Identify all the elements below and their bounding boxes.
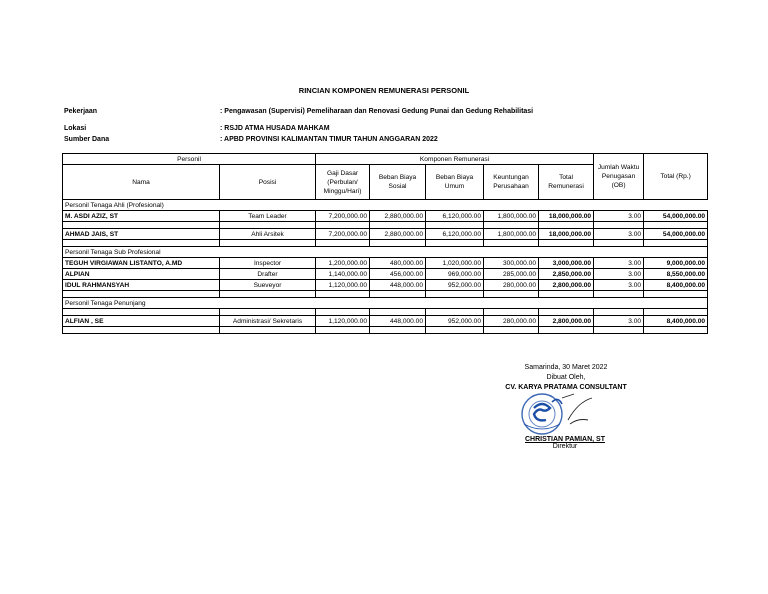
signer-name: CHRISTIAN PAMIAN, ST: [525, 436, 605, 443]
cell-sosial: 2,880,000.00: [370, 211, 426, 222]
header-total: Total (Rp.): [644, 154, 708, 200]
pekerjaan-label: Pekerjaan: [64, 108, 98, 115]
place-date: Samarinda, 30 Maret 2022: [524, 364, 608, 371]
cell-total-remunerasi: 2,850,000.00: [539, 269, 594, 280]
remuneration-table: [62, 153, 708, 334]
group-row-penunjang: [63, 298, 708, 309]
header-komponen-remunerasi: Komponen Remunerasi: [316, 154, 594, 165]
table-row: [63, 258, 708, 269]
cell-gaji: 7,200,000.00: [316, 229, 370, 240]
header-jumlah-waktu: Jumlah Waktu Penugasan (OB): [594, 154, 644, 200]
cell-keuntungan: 285,000.00: [484, 269, 539, 280]
table-row: [63, 211, 708, 222]
header-beban-umum: Beban Biaya Umum: [426, 165, 484, 200]
cell-sosial: 448,000.00: [370, 280, 426, 291]
cell-total-remunerasi: 18,000,000.00: [539, 229, 594, 240]
cell-posisi: Drafter: [220, 269, 316, 280]
cell-ob: 3.00: [594, 258, 644, 269]
cell-gaji: 7,200,000.00: [316, 211, 370, 222]
cell-ob: 3.00: [594, 269, 644, 280]
sumber-dana-value: : APBD PROVINSI KALIMANTAN TIMUR TAHUN ANGGARAN 2022: [220, 136, 438, 143]
cell-posisi: Ahli Arsitek: [220, 229, 316, 240]
lokasi-label: Lokasi: [64, 125, 87, 132]
signer-role: Direktur: [552, 443, 578, 450]
header-row-1: [63, 154, 708, 165]
sumber-dana-label: Sumber Dana: [64, 136, 110, 143]
spacer-row: [63, 309, 708, 316]
cell-gaji: 1,120,000.00: [316, 280, 370, 291]
cell-ob: 3.00: [594, 229, 644, 240]
cell-umum: 952,000.00: [426, 280, 484, 291]
table-row: [63, 269, 708, 280]
cell-gaji: 1,200,000.00: [316, 258, 370, 269]
cell-keuntungan: 1,800,000.00: [484, 211, 539, 222]
header-personil: Personil: [63, 154, 316, 165]
signer-block: [500, 436, 630, 450]
cell-ob: 3.00: [594, 280, 644, 291]
cell-nama: TEGUH VIRGIAWAN LISTANTO, A.MD: [63, 258, 220, 269]
cell-nama: ALPIAN: [63, 269, 220, 280]
group-row-sub-profesional: [63, 247, 708, 258]
cell-gaji: 1,120,000.00: [316, 316, 370, 327]
cell-posisi: Inspector: [220, 258, 316, 269]
cell-sosial: 480,000.00: [370, 258, 426, 269]
cell-posisi: Administrasi/ Sekretaris: [220, 316, 316, 327]
cell-umum: 6,120,000.00: [426, 211, 484, 222]
group-row-ahli: [63, 200, 708, 211]
cell-umum: 1,020,000.00: [426, 258, 484, 269]
cell-nama: AHMAD JAIS, ST: [63, 229, 220, 240]
document-title: RINCIAN KOMPONEN REMUNERASI PERSONIL: [298, 86, 470, 95]
cell-sosial: 2,880,000.00: [370, 229, 426, 240]
pekerjaan-value: : Pengawasan (Supervisi) Pemeliharaan dan Renovasi Gedung Punai dan Gedung Rehabilitasi: [220, 108, 534, 115]
group-label-sub-profesional: Personil Tenaga Sub Profesional: [63, 247, 708, 258]
cell-total: 9,000,000.00: [644, 258, 708, 269]
header-nama: Nama: [63, 165, 220, 200]
cell-total-remunerasi: 2,800,000.00: [539, 316, 594, 327]
header-beban-sosial: Beban Biaya Sosial: [370, 165, 426, 200]
cell-gaji: 1,140,000.00: [316, 269, 370, 280]
header-keuntungan: Keuntungan Perusahaan: [484, 165, 539, 200]
cell-umum: 952,000.00: [426, 316, 484, 327]
cell-total: 54,000,000.00: [644, 229, 708, 240]
made-by-label: Dibuat Oleh,: [546, 374, 586, 381]
table-row: [63, 229, 708, 240]
cell-sosial: 448,000.00: [370, 316, 426, 327]
cell-nama: ALFIAN , SE: [63, 316, 220, 327]
cell-keuntungan: 300,000.00: [484, 258, 539, 269]
company-name: CV. KARYA PRATAMA CONSULTANT: [505, 384, 627, 391]
cell-sosial: 456,000.00: [370, 269, 426, 280]
cell-umum: 6,120,000.00: [426, 229, 484, 240]
cell-total-remunerasi: 2,800,000.00: [539, 280, 594, 291]
signature-block: [486, 363, 646, 393]
cell-ob: 3.00: [594, 211, 644, 222]
cell-nama: M. ASDI AZIZ, ST: [63, 211, 220, 222]
spacer-row: [63, 240, 708, 247]
cell-keuntungan: 280,000.00: [484, 316, 539, 327]
cell-total-remunerasi: 3,000,000.00: [539, 258, 594, 269]
cell-ob: 3.00: [594, 316, 644, 327]
header-posisi: Posisi: [220, 165, 316, 200]
lokasi-value: : RSJD ATMA HUSADA MAHKAM: [220, 125, 330, 132]
table-row: [63, 316, 708, 327]
company-stamp-logo: [512, 390, 602, 440]
cell-keuntungan: 1,800,000.00: [484, 229, 539, 240]
cell-total: 8,400,000.00: [644, 316, 708, 327]
spacer-row: [63, 291, 708, 298]
group-label-ahli: Personil Tenaga Ahli (Profesional): [63, 200, 708, 211]
group-label-penunjang: Personil Tenaga Penunjang: [63, 298, 708, 309]
spacer-row: [63, 222, 708, 229]
cell-total: 54,000,000.00: [644, 211, 708, 222]
header-gaji-dasar: Gaji Dasar (Perbulan/ Minggu/Hari): [316, 165, 370, 200]
cell-umum: 969,000.00: [426, 269, 484, 280]
header-total-remunerasi: Total Remunerasi: [539, 165, 594, 200]
table-row: [63, 280, 708, 291]
cell-nama: IDUL RAHMANSYAH: [63, 280, 220, 291]
cell-total: 8,400,000.00: [644, 280, 708, 291]
cell-posisi: Team Leader: [220, 211, 316, 222]
cell-total-remunerasi: 18,000,000.00: [539, 211, 594, 222]
cell-total: 8,550,000.00: [644, 269, 708, 280]
spacer-row: [63, 327, 708, 334]
cell-posisi: Sueveyor: [220, 280, 316, 291]
cell-keuntungan: 280,000.00: [484, 280, 539, 291]
